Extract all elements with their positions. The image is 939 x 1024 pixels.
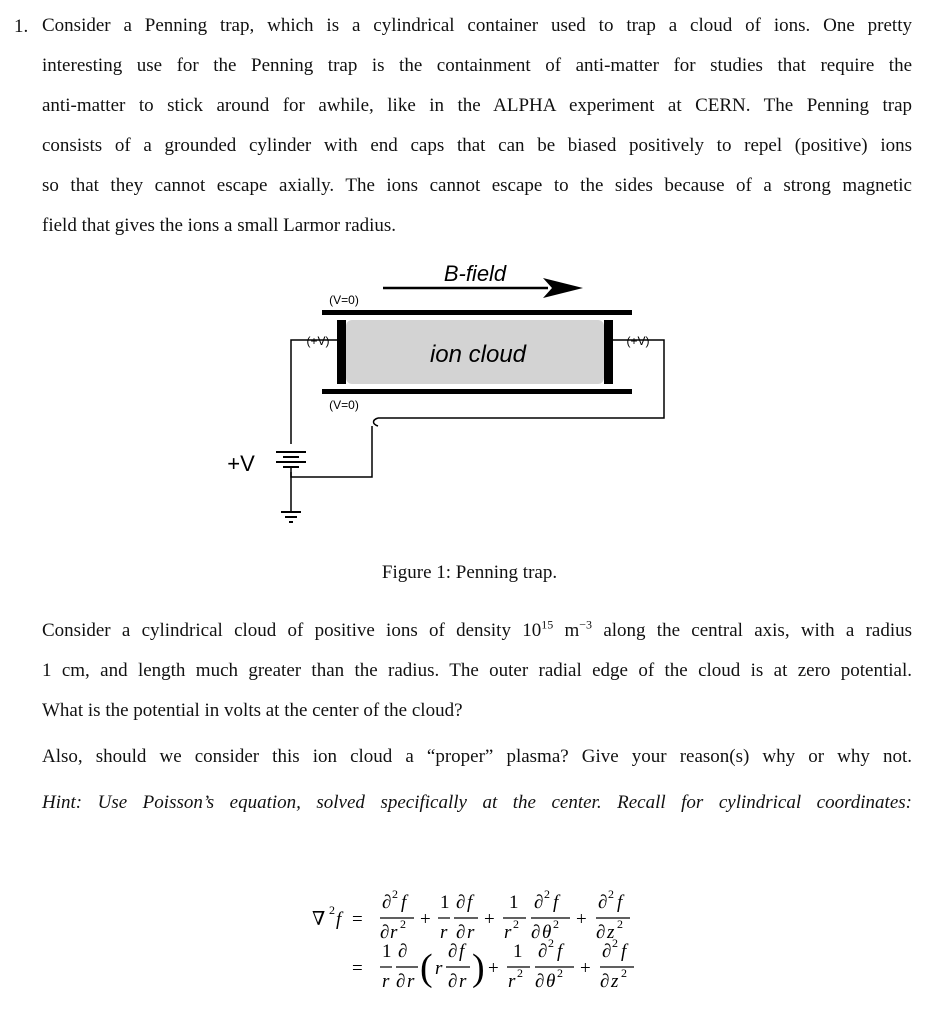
intro-line: consists of a grounded cylinder with end caps that can be biased positively to repel (positive) ions <box>42 135 912 156</box>
term-theta <box>503 887 570 943</box>
penning-trap-figure <box>0 250 939 550</box>
term-theta-row2 <box>507 936 574 992</box>
svg-text:2: 2 <box>608 887 614 901</box>
term-d2f-dr2 <box>380 887 414 943</box>
svg-text:f: f <box>617 892 623 913</box>
svg-text:1: 1 <box>509 892 519 913</box>
followup-line: Also, should we consider this ion cloud a “proper” plasma? Give your reason(s) why or why not. <box>42 746 912 767</box>
plus-sign: + <box>488 958 499 979</box>
equation-svg <box>312 876 672 1006</box>
svg-text:r: r <box>504 922 512 943</box>
svg-text:f: f <box>459 941 465 962</box>
density-exponent: 15 <box>541 617 554 632</box>
svg-text:θ: θ <box>542 922 552 943</box>
nabla-symbol: ∇ <box>312 909 326 930</box>
svg-text:∂: ∂ <box>596 922 606 943</box>
svg-text:θ: θ <box>546 971 556 992</box>
svg-text:z: z <box>611 971 619 992</box>
plus-sign: + <box>484 909 495 930</box>
question-text: Consider a cylindrical cloud of positive ions of density 10 <box>42 620 542 641</box>
question-line <box>42 611 912 651</box>
battery-label: +V <box>227 451 255 476</box>
svg-text:r: r <box>467 922 475 943</box>
intro-line: Consider a Penning trap, which is a cylindrical container used to trap a cloud of ions. One pretty <box>42 15 912 36</box>
intro-line: anti-matter to stick around for awhile, like in the ALPHA experiment at CERN. The Penning trap <box>42 95 912 116</box>
svg-text:2: 2 <box>621 966 627 980</box>
left-end-cap <box>337 320 346 384</box>
svg-text:f: f <box>553 892 559 913</box>
term-d2f-dz2 <box>596 887 630 943</box>
svg-text:∂: ∂ <box>448 941 458 962</box>
svg-text:∂: ∂ <box>382 892 392 913</box>
plus-sign: + <box>576 909 587 930</box>
svg-text:2: 2 <box>548 936 554 950</box>
svg-text:1: 1 <box>440 892 450 913</box>
svg-text:∂: ∂ <box>456 922 466 943</box>
unit-exponent: −3 <box>579 617 593 632</box>
term-1-over-r-d-dr <box>380 941 418 992</box>
right-paren: ) <box>472 947 485 989</box>
svg-text:∂: ∂ <box>538 941 548 962</box>
question-paragraph <box>42 611 912 731</box>
svg-text:1: 1 <box>382 941 392 962</box>
wire-crossover <box>374 418 379 426</box>
svg-text:∂: ∂ <box>600 971 610 992</box>
svg-text:2: 2 <box>400 917 406 931</box>
svg-text:∂: ∂ <box>535 971 545 992</box>
svg-text:∂: ∂ <box>398 941 408 962</box>
svg-text:z: z <box>607 922 615 943</box>
bottom-cylinder-wall <box>322 389 632 394</box>
lhs-f: f <box>336 909 342 930</box>
bfield-label: B-field <box>443 261 507 286</box>
intro-line: so that they cannot escape axially. The ions cannot escape to the sides because of a strong magnetic <box>42 175 912 196</box>
svg-text:f: f <box>401 892 407 913</box>
ion-cloud-label: ion cloud <box>429 341 527 368</box>
equals-sign: = <box>352 958 363 979</box>
svg-text:2: 2 <box>513 917 519 931</box>
svg-text:r: r <box>407 971 415 992</box>
svg-text:2: 2 <box>553 917 559 931</box>
svg-text:2: 2 <box>617 917 623 931</box>
svg-text:∂: ∂ <box>380 922 390 943</box>
plus-sign: + <box>580 958 591 979</box>
laplacian-equation <box>312 876 672 1006</box>
term-1-over-r-df-dr <box>438 892 478 943</box>
svg-text:2: 2 <box>612 936 618 950</box>
intro-line: interesting use for the Penning trap is the containment of anti-matter for studies that require the <box>42 55 912 76</box>
right-end-cap <box>604 320 613 384</box>
svg-text:f: f <box>621 941 627 962</box>
svg-text:r: r <box>440 922 448 943</box>
term-d2f-dz2-row2 <box>600 936 634 992</box>
svg-text:2: 2 <box>557 966 563 980</box>
svg-text:∂: ∂ <box>534 892 544 913</box>
svg-text:∂: ∂ <box>448 971 458 992</box>
intro-paragraph <box>42 6 912 246</box>
bfield-arrow-head <box>543 278 583 298</box>
question-text: along the central axis, with a radius <box>592 620 913 641</box>
equals-sign: = <box>352 909 363 930</box>
left-cap-label: (+V) <box>306 334 330 348</box>
svg-text:∂: ∂ <box>598 892 608 913</box>
left-paren: ( <box>420 947 433 989</box>
ground-icon <box>281 512 301 522</box>
svg-text:r: r <box>382 971 390 992</box>
svg-text:2: 2 <box>517 966 523 980</box>
battery-symbol <box>276 452 306 467</box>
term-r-df-dr <box>435 941 470 992</box>
svg-text:∂: ∂ <box>531 922 541 943</box>
svg-text:r: r <box>390 922 398 943</box>
penning-trap-diagram <box>0 250 939 550</box>
svg-text:f: f <box>467 892 473 913</box>
intro-line: field that gives the ions a small Larmor radius. <box>42 215 397 236</box>
svg-text:∂: ∂ <box>456 892 466 913</box>
right-cap-label: (+V) <box>626 334 650 348</box>
svg-text:2: 2 <box>392 887 398 901</box>
svg-text:∂: ∂ <box>602 941 612 962</box>
svg-text:r: r <box>508 971 516 992</box>
density-unit: m <box>553 620 580 641</box>
svg-text:1: 1 <box>513 941 523 962</box>
svg-text:2: 2 <box>544 887 550 901</box>
top-wall-label: (V=0) <box>329 293 359 307</box>
question-line: 1 cm, and length much greater than the radius. The outer radial edge of the cloud is at zero potential. <box>42 660 912 681</box>
svg-text:∂: ∂ <box>396 971 406 992</box>
hint-line: Hint: Use Poisson’s equation, solved specifically at the center. Recall for cylindrical coordinates: <box>42 792 912 813</box>
followup-paragraph <box>42 737 912 777</box>
nabla-exponent: 2 <box>329 903 335 917</box>
svg-text:r: r <box>459 971 467 992</box>
figure-caption: Figure 1: Penning trap. <box>381 562 558 583</box>
hint-paragraph <box>42 783 912 823</box>
problem-number: 1. <box>14 16 29 37</box>
bottom-wall-label: (V=0) <box>329 398 359 412</box>
svg-text:r: r <box>435 958 443 979</box>
svg-text:f: f <box>557 941 563 962</box>
plus-sign: + <box>420 909 431 930</box>
top-cylinder-wall <box>322 310 632 315</box>
question-line: What is the potential in volts at the center of the cloud? <box>42 700 463 721</box>
